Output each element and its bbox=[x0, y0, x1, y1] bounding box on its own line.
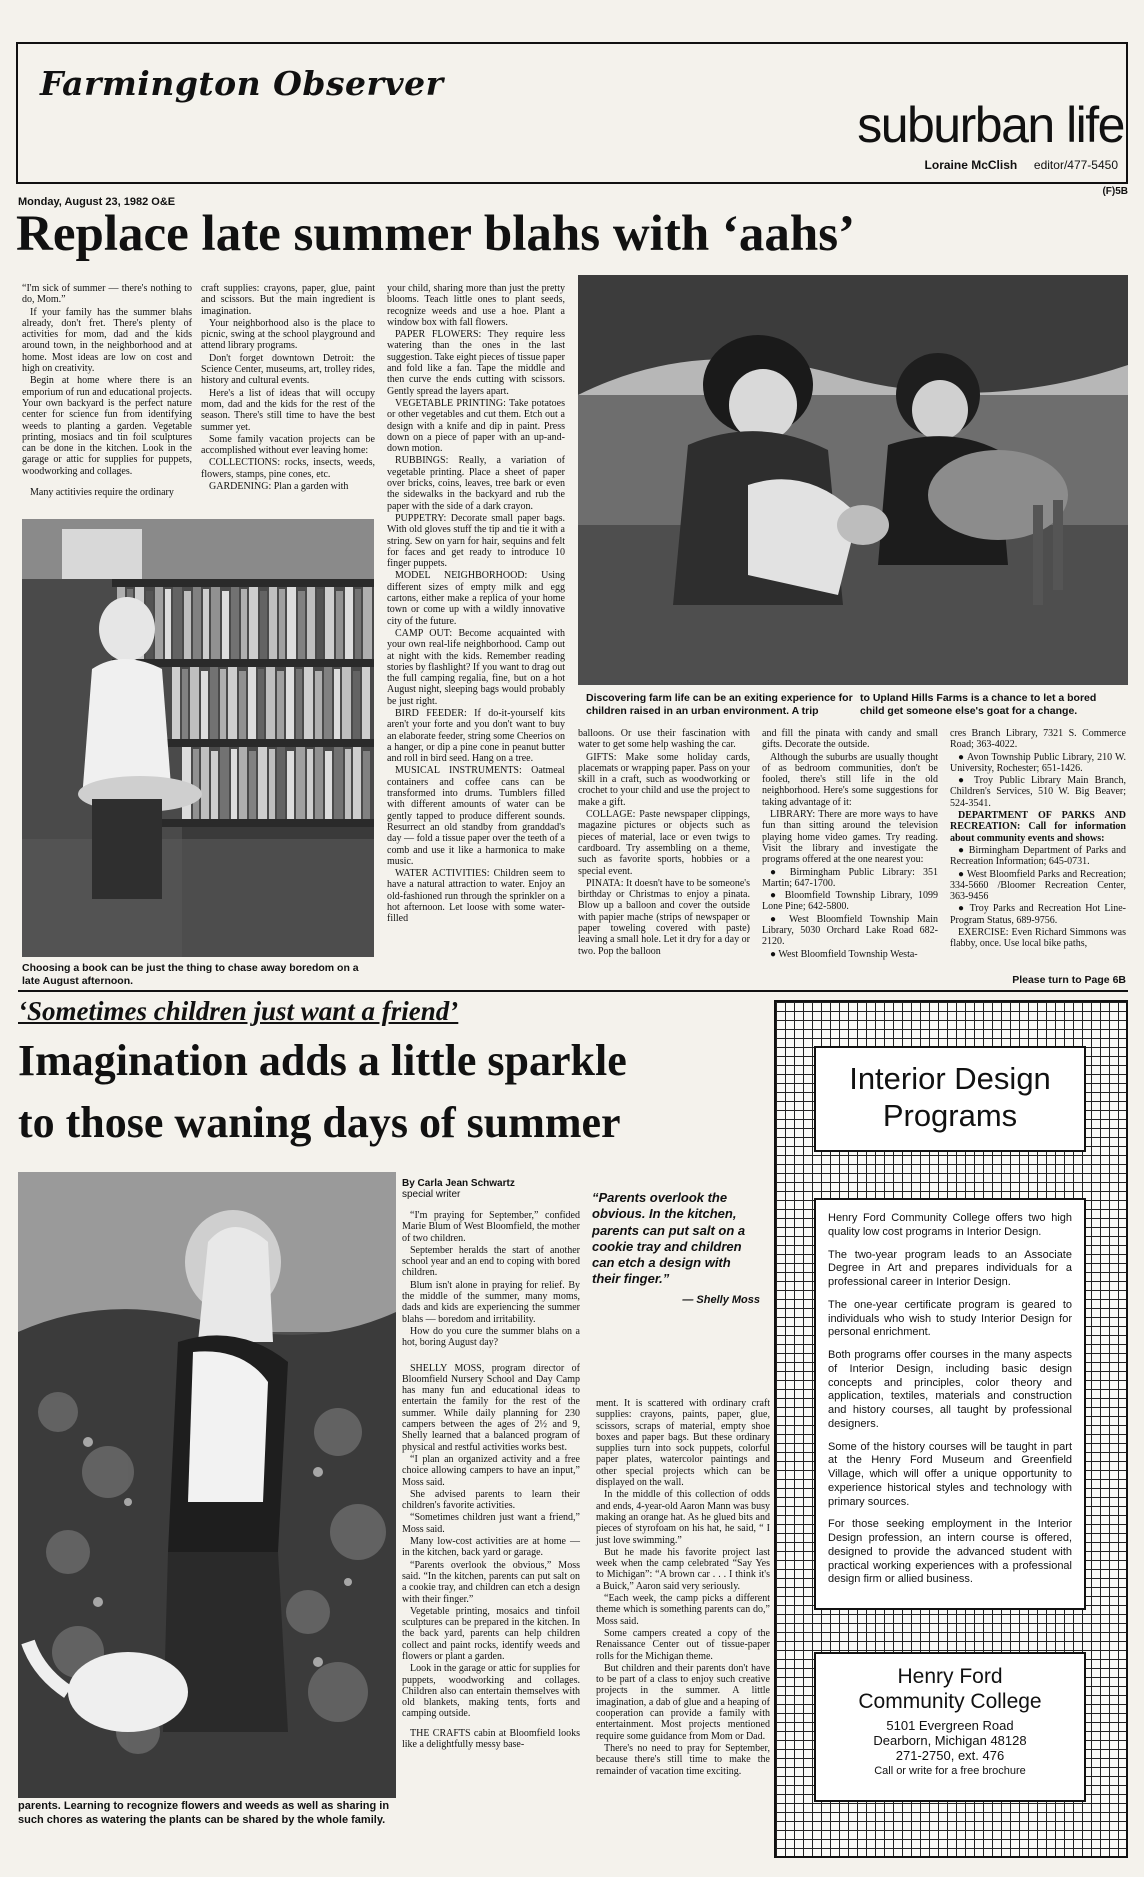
farm-photo bbox=[578, 275, 1128, 685]
paragraph: “Sometimes children just want a friend,” Moss said. bbox=[402, 1512, 580, 1535]
paragraph: In the middle of this collection of odds and ends, 4-year-old Aaron Mann was busy making an orange hat. As he glued bits and pieces of styrofoam on his hat, he said, “ I just love swimming.” bbox=[596, 1489, 770, 1546]
paragraph: ● Avon Township Public Library, 210 W. University, Rochester; 651-1426. bbox=[950, 751, 1126, 774]
masthead bbox=[16, 42, 1128, 184]
paragraph: BIRD FEEDER: If do-it-yourself kits aren't your forte and you don't want to buy an elaborate feeder, string some Cheerios on a hanger, or dip a pine cone in peanut butter and roll in bird seed. Hang on a tree. bbox=[387, 707, 565, 765]
story2-kicker: ‘Sometimes children just want a friend’ bbox=[18, 996, 459, 1026]
story2-col2 bbox=[596, 1398, 770, 1858]
story1-col4 bbox=[578, 728, 750, 982]
college-name-line2: Community College bbox=[858, 1690, 1042, 1714]
story1-col2 bbox=[201, 283, 375, 511]
story2-headline-line2: to those waning days of summer bbox=[18, 1098, 621, 1147]
paragraph: If your family has the summer blahs already, don't fret. There's plenty of activities for mom, dad and the kids around town, in the neighborhood and at home. Most ideas are low on cost and high on creativity. bbox=[22, 306, 192, 375]
paragraph: SHELLY MOSS, program director of Bloomfield Nursery School and Day Camp has many fun and educational ideas to entertain the family for the rest of the summer. While daily planning for 230 campers between the ages of 2½ and 9, Shelly learned that a balanced program of physical and restful activities works best. bbox=[402, 1362, 580, 1453]
ad-paragraph: The one-year certificate program is geared to individuals who wish to study Interior Design for personal enrichment. bbox=[828, 1298, 1072, 1339]
story1-col3 bbox=[387, 283, 565, 983]
byline bbox=[402, 1178, 582, 1200]
paragraph: Blum isn't alone in praying for relief. By the middle of the summer, many moms, dads and kids are experiencing the summer blahs — boredom and irritability. bbox=[402, 1279, 580, 1325]
paragraph: Some campers created a copy of the Renaissance Center out of tissue-paper rolls for the Michigan theme. bbox=[596, 1627, 770, 1662]
paragraph: But he made his favorite project last week when the camp celebrated “Say Yes to Michigan”: “A brown car . . . I think it's a Buick,” Aaron said very seriously. bbox=[596, 1546, 770, 1592]
farm-caption-right: to Upland Hills Farms is a chance to let a bored child get someone else's goat for a change. bbox=[860, 692, 1097, 718]
paragraph: VEGETABLE PRINTING: Take potatoes or other vegetables and cut them. Etch out a design with a knife and dip in paint. Press down on a piece of paper with an up-and-down motion. bbox=[387, 397, 565, 455]
paragraph: ● Troy Parks and Recreation Hot Line-Program Status, 689-9756. bbox=[950, 903, 1126, 926]
paragraph: craft supplies: crayons, paper, glue, paint and scissors. But the main ingredient is imagination. bbox=[201, 283, 375, 317]
paragraph: PINATA: It doesn't have to be someone's birthday or Christmas to enjoy a pinata. Blow up a balloon and cover the outside with papier mache (strips of newspaper or paper toweling covered with paste) leaving a small hole. Let it dry for a day or two. Pop the balloon bbox=[578, 877, 750, 957]
garden-illustration bbox=[18, 1172, 396, 1798]
paragraph: RUBBINGS: Really, a variation of vegetable printing. Place a sheet of paper over bricks, coins, leaves, tree bark or even the sidewalks in the backyard and rub the paper with the side of a dark crayon. bbox=[387, 455, 565, 512]
ad-title-line2: Programs bbox=[882, 1098, 1018, 1134]
paragraph: PUPPETRY: Decorate small paper bags. With old gloves stuff the tip and tie it with a string. Sew on yarn for hair, sequins and felt for faces and get ready to introduce 10 finger puppets. bbox=[387, 512, 565, 570]
paragraph: Don't forget downtown Detroit: the Science Center, museums, art, trolley rides, history and cultural events. bbox=[201, 352, 375, 387]
paragraph: your child, sharing more than just the pretty blooms. Teach little ones to plant seeds, recognize weeds and use a hoe. Plant a window box with fall flowers. bbox=[387, 283, 565, 328]
library-caption: Choosing a book can be just the thing to chase away boredom on a late August afternoon. bbox=[22, 962, 359, 988]
continued-line: Please turn to Page 6B bbox=[1012, 974, 1126, 986]
paper-name: Farmington Observer bbox=[40, 64, 444, 103]
section-title: suburban life bbox=[857, 97, 1124, 153]
paragraph: Some family vacation projects can be accomplished without ever leaving home: bbox=[201, 433, 375, 457]
paragraph: LIBRARY: There are more ways to have fun than sitting around the television playing home video games. Try reading. Visit the library and investigate the programs offered at the one nearest you: bbox=[762, 809, 938, 866]
library-illustration bbox=[22, 519, 374, 957]
paragraph: ment. It is scattered with ordinary craft supplies: crayons, paints, paper, glue, scissors, scraps of material, empty shoe boxes and paper bags. But these ordinary supplies turn into sock puppets, colorful paper plates, watercolor paintings and other special projects which can be displayed on the wall. bbox=[596, 1398, 770, 1489]
paragraph: Here's a list of ideas that will occupy mom, dad and the kids for the rest of the season. There's still time to have the best summer yet. bbox=[201, 387, 375, 433]
farm-illustration bbox=[578, 275, 1128, 685]
paragraph: How do you cure the summer blahs on a hot, boring August day? bbox=[402, 1325, 580, 1349]
story1-col1 bbox=[22, 283, 192, 499]
paragraph: THE CRAFTS cabin at Bloomfield looks like a delightfully messy base- bbox=[402, 1727, 580, 1751]
paragraph: September heralds the start of another school year and an end to coping with bored children. bbox=[402, 1244, 580, 1279]
ad-body-box bbox=[814, 1198, 1086, 1610]
pullquote bbox=[592, 1190, 760, 1376]
paragraph: EXERCISE: Even Richard Simmons was flabby, once. Use local bike paths, bbox=[950, 927, 1126, 950]
ad-paragraph: Both programs offer courses in the many aspects of Interior Design, including basic design concepts and principles, color theory and application, textiles, materials and construction and history courses, all taught by professional designers. bbox=[828, 1349, 1072, 1430]
garden-caption: parents. Learning to recognize flowers and weeds as well as sharing in such chores as watering the plants can be shared by the whole family. bbox=[18, 1800, 390, 1826]
paragraph: MUSICAL INSTRUMENTS: Oatmeal containers and coffee cans can be transformed into drums. Tumblers filled with different amounts of water can be gently tapped to produce different sounds. Resurrect an old standby from granddad's day — fold a tissue paper over the teeth of a comb and use it like a harmonica to make music. bbox=[387, 765, 565, 867]
pullquote-attribution: — Shelly Moss bbox=[682, 1293, 760, 1306]
story1-headline: Replace late summer blahs with ‘aahs’ bbox=[16, 206, 856, 262]
paragraph: ● West Bloomfield Parks and Recreation; 334-5660 /Bloomer Recreation Center, 363-9456 bbox=[950, 868, 1126, 903]
library-photo bbox=[22, 519, 374, 957]
college-address1: 5101 Evergreen Road bbox=[886, 1718, 1014, 1734]
paragraph: COLLAGE: Paste newspaper clippings, magazine pictures or objects such as pieces of material, lace or even twigs to cardboard. Try assembling on a theme, such as favorite sports, hobbies or a special event. bbox=[578, 809, 750, 877]
interior-design-ad bbox=[774, 1000, 1128, 1858]
story1-col6 bbox=[950, 728, 1126, 972]
paragraph: ● Birmingham Department of Parks and Recreation Information; 645-0731. bbox=[950, 844, 1126, 868]
paragraph: GARDENING: Plan a garden with bbox=[209, 481, 349, 493]
paragraph: ● Bloomfield Township Library, 1099 Lone Pine; 642-5800. bbox=[762, 890, 938, 913]
editor-name: Loraine McClish bbox=[924, 158, 1018, 172]
paragraph: ● West Bloomfield Township Main Library, 5030 Orchard Lake Road 682-2120. bbox=[762, 913, 938, 948]
paragraph: cres Branch Library, 7321 S. Commerce Road; 363-4022. bbox=[950, 728, 1126, 751]
ad-title-line1: Interior Design bbox=[849, 1061, 1051, 1096]
paragraph: and fill the pinata with candy and small gifts. Decorate the outside. bbox=[762, 728, 938, 751]
paragraph: COLLECTIONS: rocks, insects, weeds, flowers, stamps, pine cones, etc. bbox=[201, 457, 375, 480]
paragraph: Many low-cost activities are at home — in the kitchen, back yard or garage. bbox=[402, 1536, 580, 1559]
dateline: Monday, August 23, 1982 O&E bbox=[18, 196, 176, 208]
ad-title-box bbox=[814, 1046, 1086, 1152]
paragraph: But children and their parents don't have to be part of a class to enjoy such creative projects in the summer. A little imagination, a dab of glue and a heaping of cooperation can provide a family with entertainment. Most projects mentioned require some guidance from Mom or Dad. bbox=[596, 1662, 770, 1742]
paragraph: “I'm sick of summer — there's nothing to do, Mom.” bbox=[22, 283, 192, 306]
paragraph: “I plan an organized activity and a free choice allowing campers to have an input,” Moss said. bbox=[402, 1453, 580, 1488]
paragraph: Your neighborhood also is the place to picnic, swing at the school playground and attend library programs. bbox=[201, 317, 375, 352]
college-name-line1: Henry Ford bbox=[897, 1665, 1003, 1688]
garden-photo bbox=[18, 1172, 396, 1798]
college-cta: Call or write for a free brochure bbox=[874, 1765, 1026, 1778]
paragraph: Many actitivies require the ordinary bbox=[30, 487, 174, 499]
paragraph: PAPER FLOWERS: They require less watering than the ones in the last suggestion. Take eight pieces of tissue paper and fold like a fan. Tape the middle and then curve the ends cutting with scissors. Gently spread the layers apart. bbox=[387, 329, 565, 397]
byline-title: special writer bbox=[402, 1189, 461, 1200]
story1-col5 bbox=[762, 728, 938, 982]
paragraph: ● Birmingham Public Library: 351 Martin; 647-1700. bbox=[762, 866, 938, 889]
ad-paragraph: Henry Ford Community College offers two high quality low cost programs in Interior Design. bbox=[828, 1212, 1072, 1238]
paragraph: MODEL NEIGHBORHOOD: Using different sizes of empty milk and egg cartons, either make a replica of your home town or come up with a wildly innovative city of the future. bbox=[387, 570, 565, 627]
editor-credit bbox=[878, 158, 1118, 172]
paragraph: Although the suburbs are usually thought of as bedroom communities, don't be fooled, there's still life in the old neighborhood. Here's some suggestions for taking advantage of it: bbox=[762, 751, 938, 808]
paragraph: ● Troy Public Library Main Branch, Children's Services, 510 W. Big Beaver; 524-3541. bbox=[950, 775, 1126, 809]
paragraph: “Each week, the camp picks a different theme which is something parents can do,” Moss said. bbox=[596, 1593, 770, 1627]
story2-col1 bbox=[402, 1210, 580, 1850]
paragraph: She advised parents to learn their children's favorite activities. bbox=[402, 1488, 580, 1512]
farm-caption-left: Discovering farm life can be an exiting experience for children raised in an urban environment. A trip bbox=[586, 692, 853, 718]
college-phone: 271-2750, ext. 476 bbox=[895, 1748, 1005, 1764]
pullquote-text: “Parents overlook the obvious. In the kitchen, parents can put salt on a cookie tray and children can etch a design with their finger.” bbox=[592, 1190, 746, 1287]
ad-college-box bbox=[814, 1652, 1086, 1802]
paragraph: “Parents overlook the obvious,” Moss said. “In the kitchen, parents can put salt on a cookie tray, and children can etch a design with their finger.” bbox=[402, 1559, 580, 1605]
paragraph: There's no need to pray for September, because there's still time to make the remainder of vacation time exciting. bbox=[596, 1742, 770, 1777]
ad-paragraph: For those seeking employment in the Interior Design profession, an intern course is offered, designed to provide the advanced student with practical working experiences with a professional design firm or allied business. bbox=[828, 1518, 1072, 1586]
story2-headline-line1: Imagination adds a little sparkle bbox=[18, 1036, 627, 1085]
editor-info: editor/477-5450 bbox=[1033, 158, 1118, 172]
paragraph: balloons. Or use their fascination with water to get some help washing the car. bbox=[578, 728, 750, 751]
section-divider bbox=[18, 990, 1128, 992]
paragraph: ● West Bloomfield Township Westa- bbox=[770, 948, 918, 960]
paragraph: GIFTS: Make some holiday cards, placemats or wrapping paper. Pass on your skill in a craft, such as woodworking or crochet to your child and use the project to make a gift. bbox=[578, 751, 750, 808]
paragraph: Look in the garage or attic for supplies for puppets, woodworking and collages. Children also can entertain themselves with old blankets, making tents, forts and camping outside. bbox=[402, 1663, 580, 1720]
ad-paragraph: Some of the history courses will be taught in part at the Henry Ford Museum and Greenfield Village, which will offer a unique opportunity to experience historical styles and technology with primary sources. bbox=[828, 1440, 1072, 1508]
paragraph: DEPARTMENT OF PARKS AND RECREATION: Call for information about community events and shows: bbox=[950, 810, 1126, 844]
page-code: (F)5B bbox=[1102, 186, 1128, 197]
ad-paragraph: The two-year program leads to an Associate Degree in Art and prepares individuals for a professional career in Interior Design. bbox=[828, 1248, 1072, 1288]
paragraph: WATER ACTIVITIES: Children seem to have a natural attraction to water. Enjoy an old-fashioned run through the sprinkler on a hot afternoon. Let loose with some water-filled bbox=[387, 868, 565, 925]
paragraph: Vegetable printing, mosaics and tinfoil sculptures can be prepared in the kitchen. In the back yard, parents can help children collect and paint rocks, identify weeds and flowers or plant a garden. bbox=[402, 1605, 580, 1662]
paragraph: Begin at home where there is an emporium of run and educational projects. Your own backyard is the perfect nature center for science fun from identifying weeds to planting a garden. Vegetable printing, mosiacs and tin foil sculptures can be done in the kitchen. Look in the garage or attic for supplies for puppets, woodworking and collages. bbox=[22, 375, 192, 477]
paragraph: CAMP OUT: Become acquainted with your own real-life neighborhood. Camp out at night with the kids. Remember reading stories by flashlight? If you want to drag out the full camping regalia, fine, but on a hot August night, sleeping bags would probably be just right. bbox=[387, 627, 565, 707]
byline-name: By Carla Jean Schwartz bbox=[402, 1178, 515, 1189]
college-address2: Dearborn, Michigan 48128 bbox=[873, 1733, 1027, 1749]
paragraph: “I'm praying for September,” confided Marie Blum of West Bloomfield, the mother of two children. bbox=[402, 1210, 580, 1244]
